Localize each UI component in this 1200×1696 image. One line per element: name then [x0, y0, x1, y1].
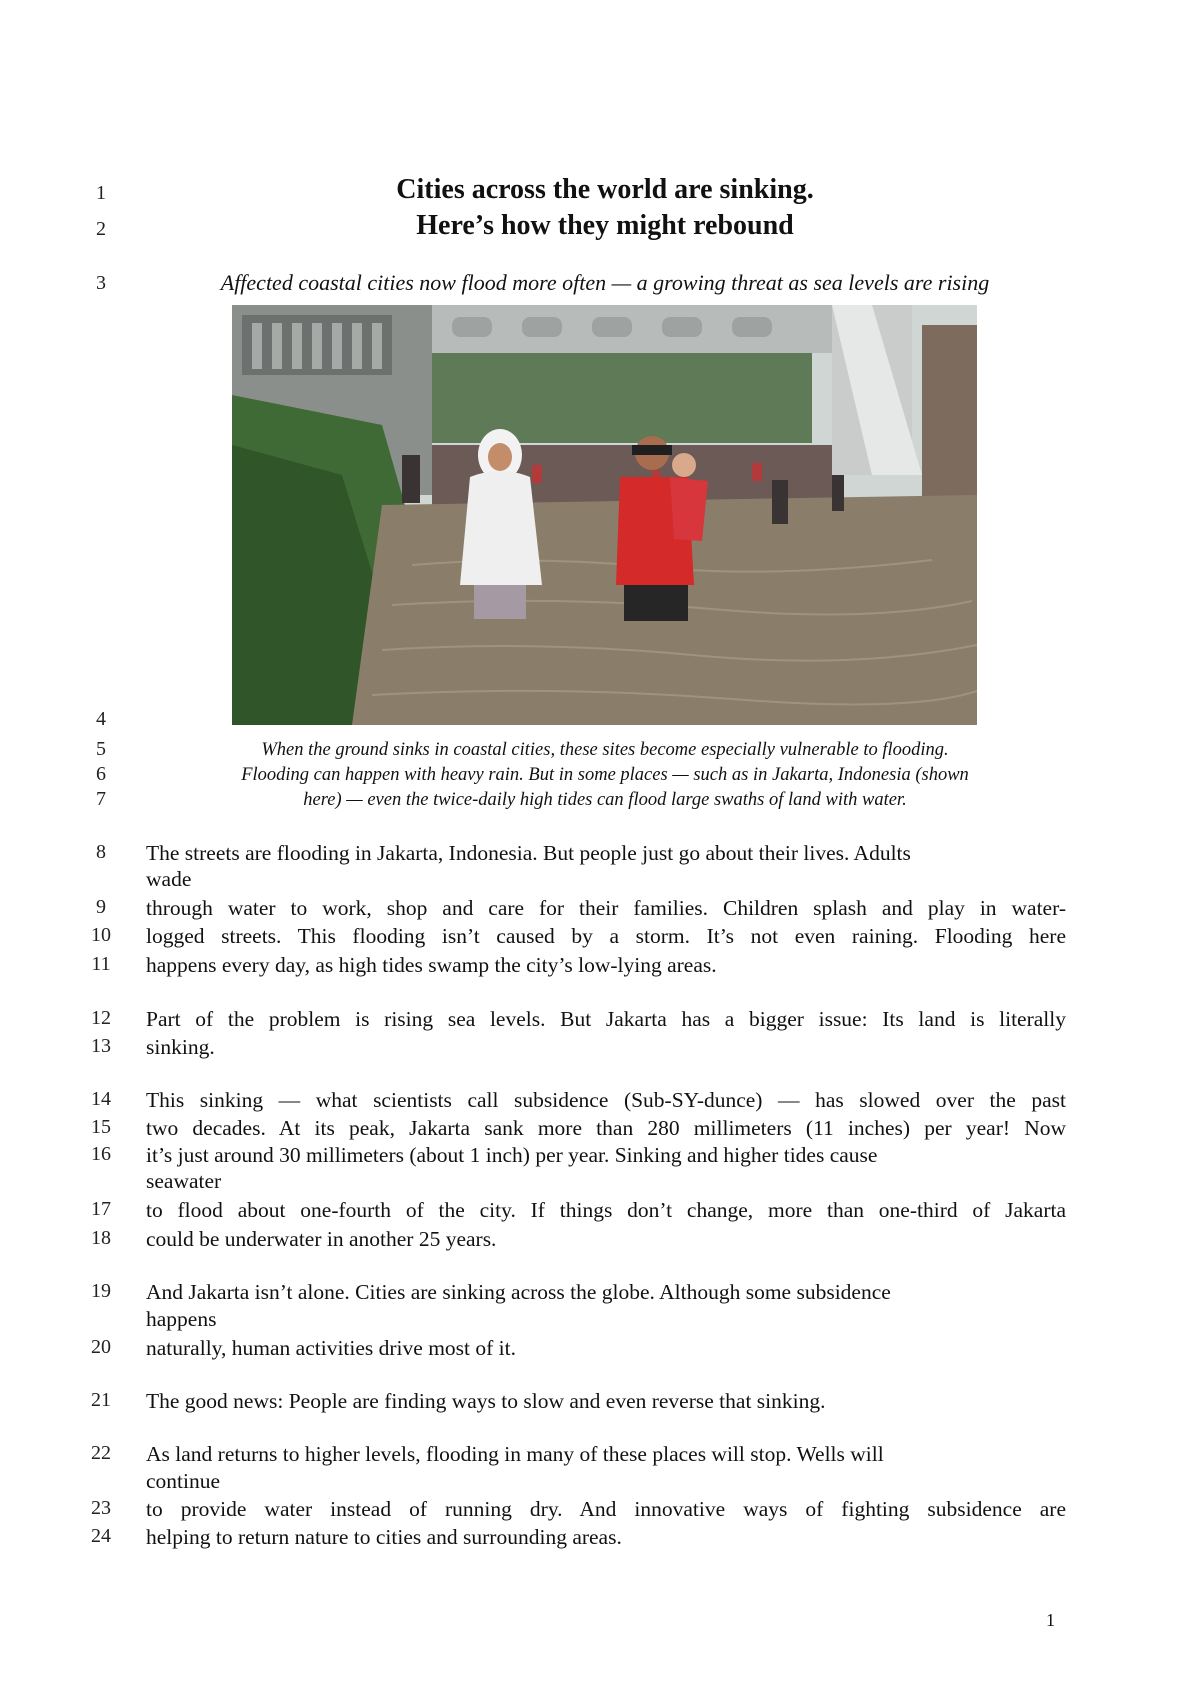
line-number: 5 — [96, 738, 106, 760]
body-text-line: wade — [146, 867, 192, 891]
line-number: 23 — [91, 1497, 111, 1519]
line-number: 17 — [91, 1198, 111, 1220]
body-text-line: continue — [146, 1469, 221, 1493]
line-number: 7 — [96, 788, 106, 810]
line-number: 8 — [96, 841, 106, 863]
body-text-line: happens every day, as high tides swamp the city’s low-lying areas. — [146, 953, 717, 977]
line-number: 11 — [91, 953, 111, 975]
line-number: 18 — [91, 1227, 111, 1249]
line-number: 16 — [91, 1143, 111, 1165]
body-text-line: Part of the problem is rising sea levels. But Jakarta has a bigger issue: Its land is literally — [146, 1007, 1066, 1031]
photo-caption-line-1: When the ground sinks in coastal cities, these sites become especially vulnerable to flooding. — [261, 740, 949, 760]
line-number: 6 — [96, 763, 106, 785]
line-number: 22 — [91, 1442, 111, 1464]
line-number: 10 — [91, 924, 111, 946]
line-number: 13 — [91, 1035, 111, 1057]
line-number: 19 — [91, 1280, 111, 1302]
article-title-line-2: Here’s how they might rebound — [416, 210, 794, 241]
line-number: 24 — [91, 1525, 111, 1547]
body-text-line: to flood about one-fourth of the city. If things don’t change, more than one-third of Jakarta — [146, 1198, 1066, 1222]
body-text-line: The good news: People are finding ways to slow and even reverse that sinking. — [146, 1389, 826, 1413]
line-number: 20 — [91, 1336, 111, 1358]
body-text-line: logged streets. This flooding isn’t caused by a storm. It’s not even raining. Flooding here — [146, 924, 1066, 948]
body-text-line: seawater — [146, 1169, 222, 1193]
line-number: 9 — [96, 896, 106, 918]
body-text-line: to provide water instead of running dry. And innovative ways of fighting subsidence are — [146, 1497, 1066, 1521]
body-text-line: naturally, human activities drive most of it. — [146, 1336, 516, 1360]
article-subtitle: Affected coastal cities now flood more often — a growing threat as sea levels are rising — [220, 270, 990, 295]
body-text-line: This sinking — what scientists call subsidence (Sub-SY-dunce) — has slowed over the past — [146, 1088, 1066, 1112]
body-text-line: through water to work, shop and care for their families. Children splash and play in water- — [146, 896, 1066, 920]
line-number: 15 — [91, 1116, 111, 1138]
body-text-line: As land returns to higher levels, flooding in many of these places will stop. Wells will — [146, 1442, 884, 1466]
line-number: 1 — [96, 182, 106, 204]
photo-caption-line-3: here) — even the twice-daily high tides can flood large swaths of land with water. — [303, 790, 907, 810]
line-number: 14 — [91, 1088, 111, 1110]
line-number: 21 — [91, 1389, 111, 1411]
article-title-line-1: Cities across the world are sinking. — [396, 174, 814, 205]
photo-caption-line-2: Flooding can happen with heavy rain. But in some places — such as in Jakarta, Indonesia (shown — [241, 765, 969, 785]
body-text-line: The streets are flooding in Jakarta, Indonesia. But people just go about their lives. Adults — [146, 841, 911, 865]
body-text-line: sinking. — [146, 1035, 215, 1059]
body-text-line: it’s just around 30 millimeters (about 1 inch) per year. Sinking and higher tides cause — [146, 1143, 878, 1167]
line-number: 12 — [91, 1007, 111, 1029]
body-text-line: And Jakarta isn’t alone. Cities are sinking across the globe. Although some subsidence — [146, 1280, 891, 1304]
line-number: 4 — [96, 708, 106, 730]
body-text-line: happens — [146, 1307, 217, 1331]
line-number: 2 — [96, 218, 106, 240]
body-text-line: two decades. At its peak, Jakarta sank more than 280 millimeters (11 inches) per year! Now — [146, 1116, 1066, 1140]
flooded-street-photo — [232, 305, 977, 725]
body-text-line: helping to return nature to cities and surrounding areas. — [146, 1525, 622, 1549]
page-number: 1 — [1046, 1610, 1055, 1630]
line-number: 3 — [96, 272, 106, 294]
body-text-line: could be underwater in another 25 years. — [146, 1227, 497, 1251]
